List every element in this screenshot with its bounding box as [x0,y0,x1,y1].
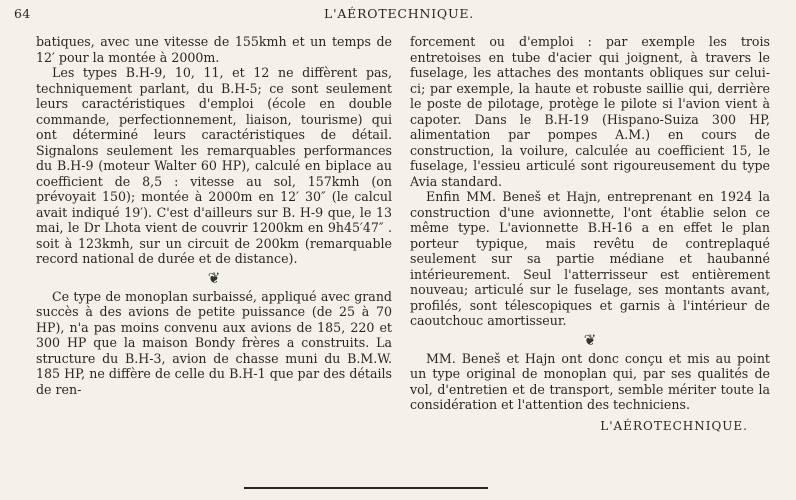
paragraph-conclusion: MM. Beneš et Hajn ont donc conçu et mis au point un type original de monoplan qui, par ses qualités de vol, d'entretien et de transport, semble mériter toute la considération et l'attention des techniciens. [410,350,770,412]
paragraph-continuation: batiques, avec une vitesse de 155kmh et un temps de 12′ pour la montée à 2000m. [36,34,392,65]
paragraph-monoplan: Ce type de monoplan surbaissé, appliqué avec grand succès à des avions de petite puissance (de 25 à 70 HP), n'a pas moins convenu aux avions de 185, 220 et 300 HP que la maison Bondy frères a construits. La structure du B.H-3, avion de chasse muni du B.M.W. 185 HP, ne diffère de celle du B.H-1 que par des détails de ren- [36,288,392,397]
paragraph-types: Les types B.H-9, 10, 11, et 12 ne diffèrent pas, techniquement parlant, du B.H-5; ce sont seulement leurs caractéristiques d'emploi (école en double commande, perfectionnement, liaison, tourisme) qui ont déterminé leurs caractéristiques de détail. Signalons seulement les remarquables performances du B.H-9 (moteur Walter 60 HP), calculé en biplace au coefficient de 8,5 : vitesse au sol, 157kmh (on prévoyait 150); montée à 2000m en 12′ 30″ (le calcul avait indiqué 19′). C'est d'ailleurs sur B. H-9 que, le 13 mai, le Dr Lhota vient de couvrir 1200km en 9h45′47″ . soit à 123kmh, sur un circuit de 200km (remarquable record national de durée et de distance). [36,65,392,266]
paragraph-renforcement: forcement ou d'emploi : par exemple les trois entretoises en tube d'acier qui joignent, à travers le fuselage, les attaches des montants obliques sur celui-ci; par exemple, la haute et robuste saillie qui, derrière le poste de pilotage, protège le pilote si l'avion vient à capoter. Dans le B.H-19 (Hispano-Suiza 300 HP, alimentation par pompes A.M.) en cours de construction, la voilure, calculée au coefficient 15, le fuselage, l'essieu articulé sont rigoureusement du type Avia standard. [410,34,770,189]
right-column [410,34,770,434]
paragraph-avionnette: Enfin MM. Beneš et Hajn, entreprenant en 1924 la construction d'une avionnette, l'ont établie selon ce même type. L'avionnette B.H-16 a en effet le plan porteur typique, mais revêtu de contreplaqué seulement sur sa partie médiane et haubanné intérieurement. Seul l'atterrisseur est entièrement nouveau; articulé sur le fuselage, ses montants avant, profilés, sont télescopiques et garnis à l'intérieur de caoutchouc amortisseur. [410,189,770,328]
ornament-fleuron: ❦ [583,330,597,349]
running-title: L'AÉROTECHNIQUE. [323,6,475,21]
left-column [36,34,392,397]
running-header [14,6,784,24]
ornament-fleuron: ❦ [207,268,221,287]
signature: L'AÉROTECHNIQUE. [600,418,748,433]
page-number: 64 [14,6,31,21]
footer-rule [244,487,488,489]
